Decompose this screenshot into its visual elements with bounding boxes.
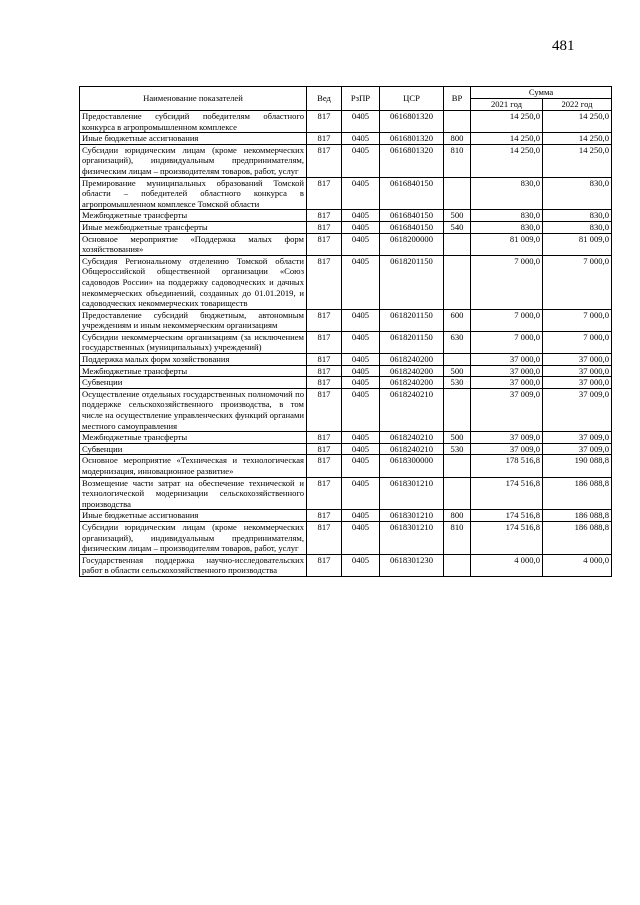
row-ved: 817 [307, 521, 342, 554]
row-sum-2022: 37 000,0 [543, 377, 612, 389]
row-sum-2021: 37 009,0 [471, 443, 543, 455]
row-csr: 0618301210 [380, 477, 444, 510]
row-rzpr: 0405 [342, 554, 380, 576]
row-sum-2022: 14 250,0 [543, 144, 612, 177]
row-rzpr: 0405 [342, 354, 380, 366]
row-name: Иные бюджетные ассигнования [80, 133, 307, 145]
row-ved: 817 [307, 331, 342, 353]
row-vr [444, 477, 471, 510]
row-sum-2021: 4 000,0 [471, 554, 543, 576]
table-row [80, 554, 612, 576]
row-vr: 800 [444, 510, 471, 522]
table-row [80, 455, 612, 477]
row-csr: 0618300000 [380, 455, 444, 477]
row-ved: 817 [307, 510, 342, 522]
row-sum-2022: 186 088,8 [543, 510, 612, 522]
row-sum-2021: 14 250,0 [471, 144, 543, 177]
row-vr [444, 111, 471, 133]
header-vr: ВР [444, 87, 471, 111]
row-csr: 0616801320 [380, 144, 444, 177]
row-sum-2021: 37 009,0 [471, 388, 543, 431]
row-name: Субвенции [80, 377, 307, 389]
row-name: Межбюджетные трансферты [80, 210, 307, 222]
row-ved: 817 [307, 354, 342, 366]
row-vr: 810 [444, 144, 471, 177]
row-vr: 500 [444, 210, 471, 222]
row-name: Премирование муниципальных образований Томской области – победителей областного конкурса в агропромышленном комплексе Томской области [80, 177, 307, 210]
table-row [80, 331, 612, 353]
row-name: Иные межбюджетные трансферты [80, 221, 307, 233]
row-sum-2021: 14 250,0 [471, 133, 543, 145]
row-csr: 0618301230 [380, 554, 444, 576]
table-row [80, 210, 612, 222]
row-ved: 817 [307, 477, 342, 510]
row-rzpr: 0405 [342, 455, 380, 477]
row-name: Поддержка малых форм хозяйствования [80, 354, 307, 366]
header-ved: Вед [307, 87, 342, 111]
row-sum-2022: 7 000,0 [543, 309, 612, 331]
row-vr: 500 [444, 365, 471, 377]
row-sum-2021: 37 000,0 [471, 365, 543, 377]
table-row [80, 477, 612, 510]
row-sum-2022: 186 088,8 [543, 477, 612, 510]
row-rzpr: 0405 [342, 432, 380, 444]
row-sum-2021: 81 009,0 [471, 233, 543, 255]
row-rzpr: 0405 [342, 377, 380, 389]
row-sum-2021: 37 000,0 [471, 377, 543, 389]
row-sum-2021: 7 000,0 [471, 309, 543, 331]
header-year-2021: 2021 год [471, 99, 543, 111]
row-csr: 0618301210 [380, 510, 444, 522]
row-name: Субсидии некоммерческим организациям (за исключением государственных (муниципальных) учреждений) [80, 331, 307, 353]
row-name: Межбюджетные трансферты [80, 365, 307, 377]
table-row [80, 377, 612, 389]
row-rzpr: 0405 [342, 443, 380, 455]
row-sum-2021: 174 516,8 [471, 510, 543, 522]
table-row [80, 144, 612, 177]
row-name: Субвенции [80, 443, 307, 455]
row-rzpr: 0405 [342, 365, 380, 377]
row-name: Предоставление субсидий бюджетным, автономным учреждениям и иным некоммерческим организациям [80, 309, 307, 331]
row-vr: 600 [444, 309, 471, 331]
row-sum-2022: 37 000,0 [543, 365, 612, 377]
row-sum-2022: 4 000,0 [543, 554, 612, 576]
row-vr: 630 [444, 331, 471, 353]
header-year-2022: 2022 год [543, 99, 612, 111]
row-csr: 0618240200 [380, 377, 444, 389]
table-row [80, 111, 612, 133]
table-row [80, 177, 612, 210]
row-sum-2021: 178 516,8 [471, 455, 543, 477]
table-header [80, 87, 612, 111]
row-name: Субсидии юридическим лицам (кроме некоммерческих организаций), индивидуальным предпринимателям, физическим лицам – производителям товаров, работ, услуг [80, 521, 307, 554]
table-body [80, 111, 612, 577]
row-sum-2021: 174 516,8 [471, 477, 543, 510]
table-row [80, 365, 612, 377]
row-vr [444, 177, 471, 210]
row-csr: 0618201150 [380, 309, 444, 331]
row-vr: 530 [444, 377, 471, 389]
row-rzpr: 0405 [342, 510, 380, 522]
row-csr: 0618240200 [380, 354, 444, 366]
table-row [80, 443, 612, 455]
row-vr [444, 255, 471, 309]
row-ved: 817 [307, 365, 342, 377]
row-name: Государственная поддержка научно-исследовательских работ в области сельскохозяйственного производства [80, 554, 307, 576]
table-row [80, 354, 612, 366]
row-ved: 817 [307, 144, 342, 177]
row-sum-2022: 830,0 [543, 221, 612, 233]
row-sum-2021: 174 516,8 [471, 521, 543, 554]
row-sum-2022: 37 009,0 [543, 388, 612, 431]
budget-table [79, 86, 612, 577]
row-csr: 0616840150 [380, 177, 444, 210]
row-vr: 540 [444, 221, 471, 233]
header-sum: Сумма [471, 87, 612, 99]
row-sum-2022: 37 009,0 [543, 443, 612, 455]
row-sum-2021: 830,0 [471, 177, 543, 210]
row-name: Субсидия Региональному отделению Томской области Общероссийской общественной организации «Союз садоводов России» на поддержку садоводческих и дачных некоммерческих объединений, созданных до 01.01.2019, и садоводческих некоммерческих товариществ [80, 255, 307, 309]
row-sum-2021: 830,0 [471, 210, 543, 222]
row-sum-2022: 37 000,0 [543, 354, 612, 366]
header-csr: ЦСР [380, 87, 444, 111]
row-sum-2022: 830,0 [543, 177, 612, 210]
row-csr: 0618200000 [380, 233, 444, 255]
row-vr: 500 [444, 432, 471, 444]
row-rzpr: 0405 [342, 309, 380, 331]
row-ved: 817 [307, 233, 342, 255]
row-csr: 0618240210 [380, 388, 444, 431]
row-sum-2022: 14 250,0 [543, 133, 612, 145]
row-name: Субсидии юридическим лицам (кроме некоммерческих организаций), индивидуальным предпринимателям, физическим лицам – производителям товаров, работ, услуг [80, 144, 307, 177]
row-rzpr: 0405 [342, 210, 380, 222]
row-csr: 0616801320 [380, 133, 444, 145]
row-sum-2021: 7 000,0 [471, 255, 543, 309]
row-rzpr: 0405 [342, 331, 380, 353]
row-vr [444, 354, 471, 366]
row-ved: 817 [307, 221, 342, 233]
row-ved: 817 [307, 309, 342, 331]
row-ved: 817 [307, 111, 342, 133]
row-ved: 817 [307, 210, 342, 222]
row-sum-2022: 7 000,0 [543, 331, 612, 353]
row-ved: 817 [307, 377, 342, 389]
row-sum-2022: 14 250,0 [543, 111, 612, 133]
row-csr: 0618240200 [380, 365, 444, 377]
table-row [80, 432, 612, 444]
row-rzpr: 0405 [342, 521, 380, 554]
row-vr [444, 455, 471, 477]
row-sum-2021: 14 250,0 [471, 111, 543, 133]
row-csr: 0618301210 [380, 521, 444, 554]
row-sum-2022: 81 009,0 [543, 233, 612, 255]
row-vr: 800 [444, 133, 471, 145]
row-sum-2021: 830,0 [471, 221, 543, 233]
row-name: Основное мероприятие «Поддержка малых форм хозяйствования» [80, 233, 307, 255]
row-csr: 0618240210 [380, 432, 444, 444]
row-name: Межбюджетные трансферты [80, 432, 307, 444]
row-csr: 0616840150 [380, 221, 444, 233]
row-ved: 817 [307, 133, 342, 145]
table-row [80, 221, 612, 233]
header-rzpr: РзПР [342, 87, 380, 111]
row-sum-2022: 830,0 [543, 210, 612, 222]
row-rzpr: 0405 [342, 221, 380, 233]
row-rzpr: 0405 [342, 233, 380, 255]
row-rzpr: 0405 [342, 133, 380, 145]
row-rzpr: 0405 [342, 111, 380, 133]
row-ved: 817 [307, 388, 342, 431]
row-rzpr: 0405 [342, 255, 380, 309]
row-sum-2021: 37 009,0 [471, 432, 543, 444]
row-ved: 817 [307, 455, 342, 477]
row-sum-2022: 37 009,0 [543, 432, 612, 444]
table-row [80, 510, 612, 522]
header-name: Наименование показателей [80, 87, 307, 111]
row-ved: 817 [307, 177, 342, 210]
row-csr: 0616840150 [380, 210, 444, 222]
row-rzpr: 0405 [342, 177, 380, 210]
row-rzpr: 0405 [342, 144, 380, 177]
row-csr: 0618201150 [380, 255, 444, 309]
row-vr: 810 [444, 521, 471, 554]
row-csr: 0618240210 [380, 443, 444, 455]
table-row [80, 133, 612, 145]
row-vr [444, 388, 471, 431]
page-number: 481 [552, 38, 575, 54]
row-sum-2022: 186 088,8 [543, 521, 612, 554]
row-csr: 0616801320 [380, 111, 444, 133]
row-sum-2021: 37 000,0 [471, 354, 543, 366]
row-ved: 817 [307, 443, 342, 455]
row-rzpr: 0405 [342, 388, 380, 431]
row-vr [444, 554, 471, 576]
row-ved: 817 [307, 554, 342, 576]
row-sum-2022: 190 088,8 [543, 455, 612, 477]
table-row [80, 388, 612, 431]
row-rzpr: 0405 [342, 477, 380, 510]
table-row [80, 255, 612, 309]
row-name: Иные бюджетные ассигнования [80, 510, 307, 522]
row-sum-2022: 7 000,0 [543, 255, 612, 309]
row-vr [444, 233, 471, 255]
row-vr: 530 [444, 443, 471, 455]
row-name: Предоставление субсидий победителям областного конкурса в агропромышленном комплексе [80, 111, 307, 133]
row-ved: 817 [307, 432, 342, 444]
row-sum-2021: 7 000,0 [471, 331, 543, 353]
row-ved: 817 [307, 255, 342, 309]
table-row [80, 309, 612, 331]
row-name: Возмещение части затрат на обеспечение технической и технологической модернизации сельскохозяйственного производства [80, 477, 307, 510]
row-name: Основное мероприятие «Техническая и технологическая модернизация, инновационное развитие» [80, 455, 307, 477]
table-row [80, 521, 612, 554]
row-name: Осуществление отдельных государственных полномочий по поддержке сельскохозяйственного производства, в том числе на осуществление управленческих функций органами местного самоуправления [80, 388, 307, 431]
row-csr: 0618201150 [380, 331, 444, 353]
table-row [80, 233, 612, 255]
